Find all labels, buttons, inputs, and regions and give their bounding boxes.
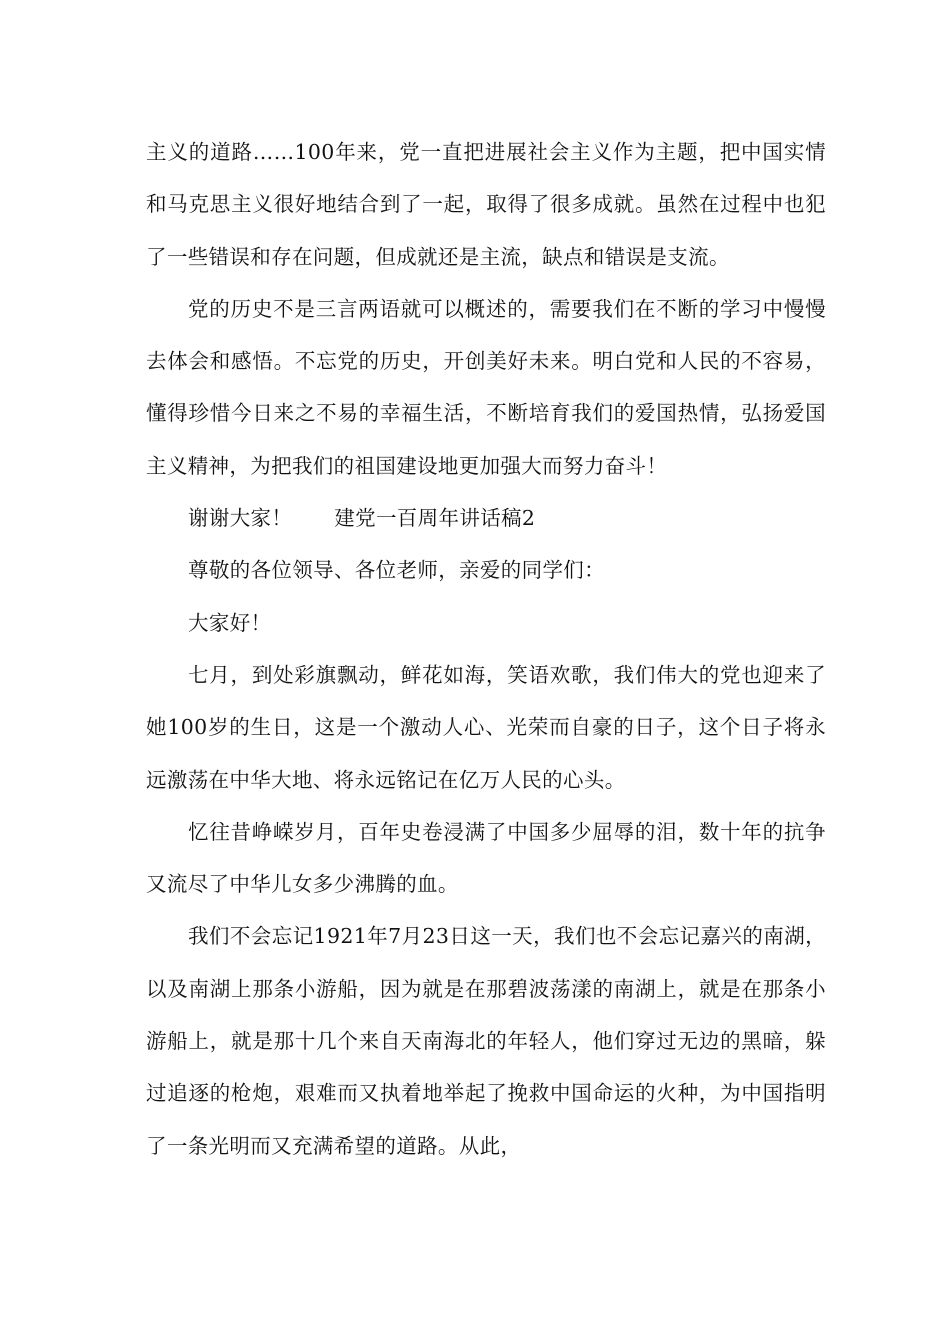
paragraph-1921: 我们不会忘记1921年7月23日这一天，我们也不会忘记嘉兴的南湖，以及南湖上那条小游船，因为就是在那碧波荡漾的南湖上，就是在那条小游船上，就是那十几个来自天南海北的年轻人，他们穿过无边的黑暗，躲过追逐的枪炮，艰难而又执着地举起了挽救中国命运的火种，为中国指明了一条光明而又充满希望的道路。从此， — [146, 924, 826, 1158]
thanks-and-section-line — [146, 492, 826, 544]
greeting: 大家好！ — [188, 610, 272, 635]
thanks-text: 谢谢大家！ — [188, 506, 293, 531]
paragraph-continuation: 主义的道路……100年来，党一直把进展社会主义作为主题，把中国实情和马克思主义很好地结合到了一起，取得了很多成就。虽然在过程中也犯了一些错误和存在问题，但成就还是主流，缺点和错误是支流。 — [146, 140, 826, 269]
paragraph-recall-past: 忆往昔峥嵘岁月，百年史卷浸满了中国多少屈辱的泪，数十年的抗争又流尽了中华儿女多少沸腾的血。 — [146, 819, 826, 897]
document-body — [146, 126, 826, 1172]
section-title: 建党一百周年讲话稿2 — [334, 506, 536, 531]
paragraph-july: 七月，到处彩旗飘动，鲜花如海，笑语欢歌，我们伟大的党也迎来了她100岁的生日，这是一个激动人心、光荣而自豪的日子，这个日子将永远激荡在中华大地、将永远铭记在亿万人民的心头。 — [146, 662, 826, 792]
salutation: 尊敬的各位领导、各位老师，亲爱的同学们： — [188, 558, 605, 583]
paragraph-party-history: 党的历史不是三言两语就可以概述的，需要我们在不断的学习中慢慢去体会和感悟。不忘党的历史，开创美好未来。明白党和人民的不容易，懂得珍惜今日来之不易的幸福生活，不断培育我们的爱国热情，弘扬爱国主义精神，为把我们的祖国建设地更加强大而努力奋斗！ — [146, 296, 826, 478]
